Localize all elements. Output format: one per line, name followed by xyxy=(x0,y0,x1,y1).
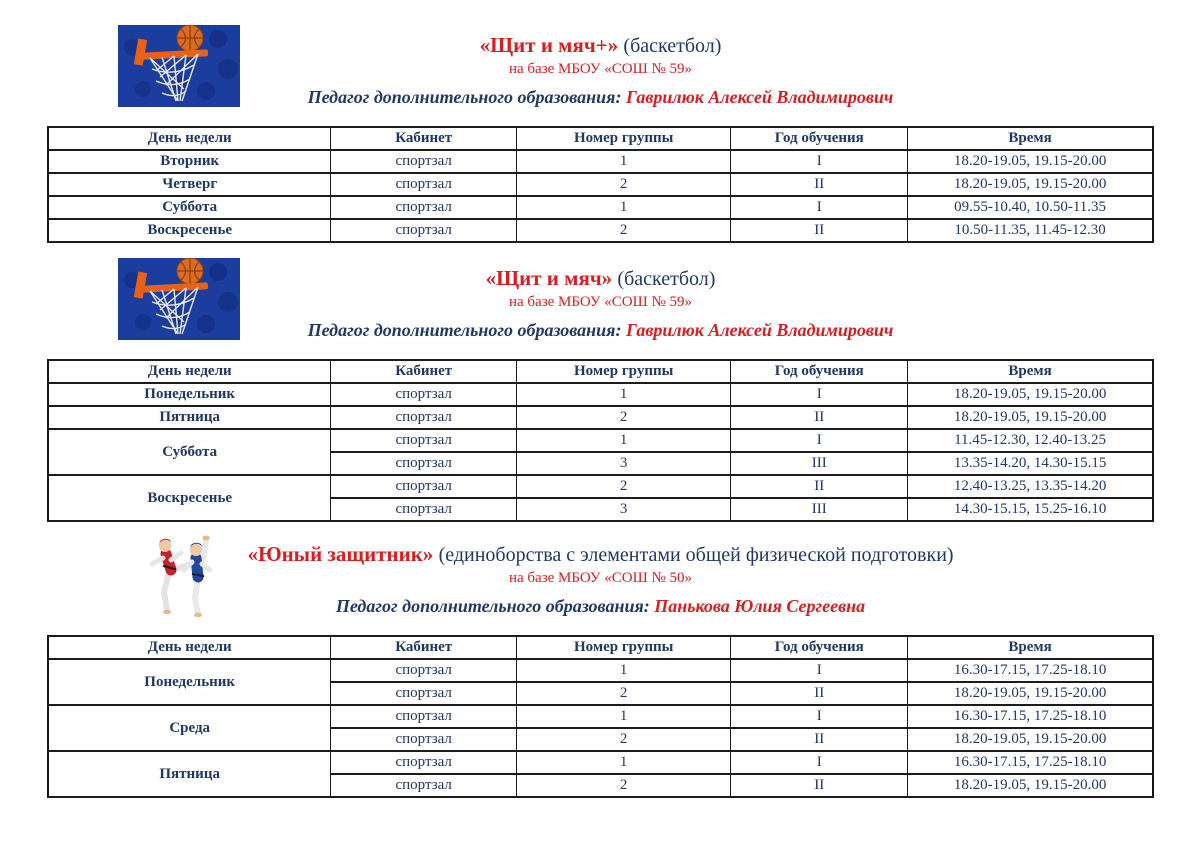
col-header-room: Кабинет xyxy=(331,360,517,383)
table-row xyxy=(48,383,1153,406)
table-header-row xyxy=(48,636,1153,659)
table-header-row xyxy=(48,360,1153,383)
day-cell-merged: Воскресенье xyxy=(48,475,331,521)
club-title: «Юный защитник» xyxy=(247,542,434,566)
schedule-table-1 xyxy=(47,126,1154,243)
section-gap xyxy=(47,243,1154,258)
group-cell: 1 xyxy=(517,705,731,728)
table-row xyxy=(48,705,1153,728)
table-row xyxy=(48,196,1153,219)
club-title-note: (баскетбол) xyxy=(623,35,722,57)
col-header-group: Номер группы xyxy=(517,636,731,659)
teacher-name: Панькова Юлия Сергеевна xyxy=(654,596,866,616)
room-cell: спортзал xyxy=(331,452,517,475)
school-subtitle: на базе МБОУ «СОШ № 59» xyxy=(508,61,693,77)
col-header-day: День недели xyxy=(48,360,331,383)
year-cell: III xyxy=(731,452,908,475)
col-header-year: Год обучения xyxy=(731,127,908,150)
day-cell: Пятница xyxy=(48,406,331,429)
year-cell: I xyxy=(731,150,908,173)
teacher-label: Педагог дополнительного образования: xyxy=(335,596,650,616)
room-cell: спортзал xyxy=(331,475,517,498)
club-title: «Щит и мяч» xyxy=(485,266,613,290)
room-cell: спортзал xyxy=(331,774,517,797)
year-cell: II xyxy=(731,173,908,196)
document-page xyxy=(47,25,1154,798)
room-cell: спортзал xyxy=(331,383,517,406)
room-cell: спортзал xyxy=(331,728,517,751)
school-subtitle: на базе МБОУ «СОШ № 59» xyxy=(508,294,693,310)
taekwondo-fighters-icon xyxy=(133,532,229,618)
room-cell: спортзал xyxy=(331,705,517,728)
group-cell: 2 xyxy=(517,728,731,751)
day-cell: Четверг xyxy=(48,173,331,196)
room-cell: спортзал xyxy=(331,173,517,196)
group-cell: 1 xyxy=(517,150,731,173)
year-cell: I xyxy=(731,751,908,774)
section-3-header xyxy=(47,534,1154,622)
section-2-header xyxy=(47,258,1154,346)
table-row xyxy=(48,475,1153,498)
table-row xyxy=(48,659,1153,682)
time-cell: 18.20-19.05, 19.15-20.00 xyxy=(908,406,1153,429)
year-cell: II xyxy=(731,774,908,797)
basketball-hoop-icon xyxy=(118,25,240,107)
school-subtitle: на базе МБОУ «СОШ № 50» xyxy=(508,570,693,586)
room-cell: спортзал xyxy=(331,196,517,219)
day-cell-merged: Пятница xyxy=(48,751,331,797)
group-cell: 2 xyxy=(517,682,731,705)
col-header-day: День недели xyxy=(48,636,331,659)
year-cell: II xyxy=(731,728,908,751)
room-cell: спортзал xyxy=(331,219,517,242)
group-cell: 2 xyxy=(517,219,731,242)
col-header-day: День недели xyxy=(48,127,331,150)
club-title-note: (единоборства с элементами общей физической подготовки) xyxy=(438,544,954,566)
year-cell: II xyxy=(731,219,908,242)
room-cell: спортзал xyxy=(331,498,517,521)
room-cell: спортзал xyxy=(331,429,517,452)
time-cell: 16.30-17.15, 17.25-18.10 xyxy=(908,751,1153,774)
time-cell: 18.20-19.05, 19.15-20.00 xyxy=(908,150,1153,173)
table-row xyxy=(48,219,1153,242)
room-cell: спортзал xyxy=(331,682,517,705)
day-cell-merged: Суббота xyxy=(48,429,331,475)
schedule-table-3 xyxy=(47,635,1154,798)
day-cell: Суббота xyxy=(48,196,331,219)
room-cell: спортзал xyxy=(331,659,517,682)
club-title: «Щит и мяч+» xyxy=(479,33,619,57)
table-row xyxy=(48,751,1153,774)
time-cell: 16.30-17.15, 17.25-18.10 xyxy=(908,659,1153,682)
group-cell: 1 xyxy=(517,751,731,774)
group-cell: 1 xyxy=(517,383,731,406)
col-header-group: Номер группы xyxy=(517,360,731,383)
table-header-row xyxy=(48,127,1153,150)
basketball-hoop-icon xyxy=(118,258,240,340)
year-cell: III xyxy=(731,498,908,521)
table-row xyxy=(48,406,1153,429)
group-cell: 2 xyxy=(517,173,731,196)
room-cell: спортзал xyxy=(331,150,517,173)
time-cell: 13.35-14.20, 14.30-15.15 xyxy=(908,452,1153,475)
year-cell: II xyxy=(731,406,908,429)
teacher-name: Гаврилюк Алексей Владимирович xyxy=(625,320,894,340)
group-cell: 1 xyxy=(517,196,731,219)
year-cell: I xyxy=(731,429,908,452)
room-cell: спортзал xyxy=(331,751,517,774)
table-row xyxy=(48,173,1153,196)
group-cell: 2 xyxy=(517,475,731,498)
year-cell: I xyxy=(731,383,908,406)
time-cell: 11.45-12.30, 12.40-13.25 xyxy=(908,429,1153,452)
time-cell: 18.20-19.05, 19.15-20.00 xyxy=(908,173,1153,196)
year-cell: I xyxy=(731,705,908,728)
year-cell: II xyxy=(731,475,908,498)
day-cell: Понедельник xyxy=(48,383,331,406)
table-row xyxy=(48,429,1153,452)
year-cell: II xyxy=(731,682,908,705)
time-cell: 18.20-19.05, 19.15-20.00 xyxy=(908,728,1153,751)
year-cell: I xyxy=(731,196,908,219)
day-cell: Вторник xyxy=(48,150,331,173)
time-cell: 09.55-10.40, 10.50-11.35 xyxy=(908,196,1153,219)
teacher-label: Педагог дополнительного образования: xyxy=(307,320,622,340)
col-header-year: Год обучения xyxy=(731,636,908,659)
day-cell-merged: Понедельник xyxy=(48,659,331,705)
day-cell-merged: Среда xyxy=(48,705,331,751)
section-1-header xyxy=(47,25,1154,113)
col-header-room: Кабинет xyxy=(331,636,517,659)
year-cell: I xyxy=(731,659,908,682)
col-header-time: Время xyxy=(908,636,1153,659)
time-cell: 16.30-17.15, 17.25-18.10 xyxy=(908,705,1153,728)
room-cell: спортзал xyxy=(331,406,517,429)
group-cell: 3 xyxy=(517,452,731,475)
time-cell: 14.30-15.15, 15.25-16.10 xyxy=(908,498,1153,521)
teacher-label: Педагог дополнительного образования: xyxy=(307,87,622,107)
time-cell: 10.50-11.35, 11.45-12.30 xyxy=(908,219,1153,242)
time-cell: 18.20-19.05, 19.15-20.00 xyxy=(908,383,1153,406)
time-cell: 18.20-19.05, 19.15-20.00 xyxy=(908,682,1153,705)
table-row xyxy=(48,150,1153,173)
col-header-time: Время xyxy=(908,360,1153,383)
time-cell: 18.20-19.05, 19.15-20.00 xyxy=(908,774,1153,797)
day-cell: Воскресенье xyxy=(48,219,331,242)
schedule-table-2 xyxy=(47,359,1154,522)
page-top-margin xyxy=(0,0,1200,25)
col-header-time: Время xyxy=(908,127,1153,150)
group-cell: 1 xyxy=(517,659,731,682)
col-header-room: Кабинет xyxy=(331,127,517,150)
col-header-year: Год обучения xyxy=(731,360,908,383)
group-cell: 1 xyxy=(517,429,731,452)
col-header-group: Номер группы xyxy=(517,127,731,150)
group-cell: 2 xyxy=(517,774,731,797)
time-cell: 12.40-13.25, 13.35-14.20 xyxy=(908,475,1153,498)
group-cell: 2 xyxy=(517,406,731,429)
club-title-note: (баскетбол) xyxy=(617,268,716,290)
teacher-name: Гаврилюк Алексей Владимирович xyxy=(625,87,894,107)
group-cell: 3 xyxy=(517,498,731,521)
